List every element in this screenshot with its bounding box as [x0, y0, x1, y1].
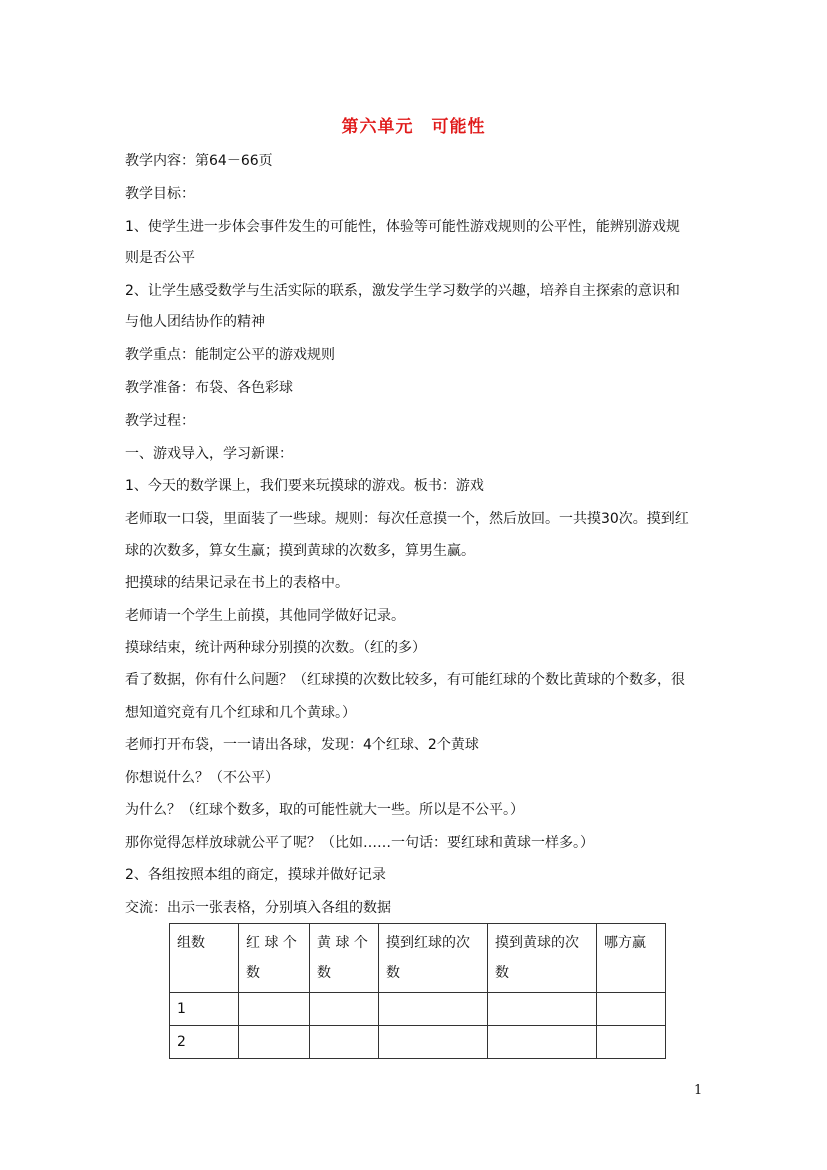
table-cell: 2: [170, 1026, 239, 1059]
table-cell: [597, 993, 666, 1026]
table-cell: [310, 1026, 379, 1059]
body-line: 老师打开布袋，一一请出各球，发现：4个红球、2个黄球: [125, 737, 479, 753]
body-line: 2、让学生感受数学与生活实际的联系，激发学生学习数学的兴趣，培养自主探索的意识和: [125, 283, 680, 299]
body-line: 老师取一口袋，里面装了一些球。规则：每次任意摸一个，然后放回。一共摸30次。摸到红: [125, 511, 689, 527]
document-title: 第六单元 可能性: [341, 117, 486, 137]
body-line: 想知道究竟有几个红球和几个黄球。）: [125, 705, 356, 721]
body-line: 看了数据，你有什么问题？（红球摸的次数比较多，有可能红球的个数比黄球的个数多，很: [125, 672, 685, 688]
table-header-cell: 黄 球 个 数: [310, 924, 379, 993]
body-line: 那你觉得怎样放球就公平了呢？（比如……一句话：要红球和黄球一样多。）: [125, 835, 594, 851]
body-line: 教学目标：: [125, 186, 195, 202]
body-line: 2、各组按照本组的商定，摸球并做好记录: [125, 867, 386, 883]
body-line: 则是否公平: [125, 250, 195, 266]
body-line: 教学过程：: [125, 413, 195, 429]
body-line: 老师请一个学生上前摸，其他同学做好记录。: [125, 608, 405, 624]
body-line: 为什么？（红球个数多，取的可能性就大一些。所以是不公平。）: [125, 802, 524, 818]
body-line: 球的次数多，算女生赢；摸到黄球的次数多，算男生赢。: [125, 543, 475, 559]
body-line: 教学内容：第64－66页: [125, 153, 273, 169]
table-cell: [239, 1026, 310, 1059]
group-results-table: [169, 923, 666, 1059]
body-line: 教学重点：能制定公平的游戏规则: [125, 347, 335, 363]
table-row: [170, 993, 666, 1026]
body-line: 一、游戏导入，学习新课：: [125, 446, 293, 462]
body-line: 把摸球的结果记录在书上的表格中。: [125, 575, 349, 591]
table-header-cell: 摸到黄球的次数: [488, 924, 597, 993]
table-cell: 1: [170, 993, 239, 1026]
table-cell: [239, 993, 310, 1026]
body-line: 交流：出示一张表格，分别填入各组的数据: [125, 900, 391, 916]
table-cell: [488, 993, 597, 1026]
table-cell: [597, 1026, 666, 1059]
table-header-row: [170, 924, 666, 993]
body-line: 与他人团结协作的精神: [125, 314, 265, 330]
table-header-cell: 哪方赢: [597, 924, 666, 993]
table-cell: [488, 1026, 597, 1059]
table-cell: [310, 993, 379, 1026]
table-header-cell: 红 球 个 数: [239, 924, 310, 993]
table-row: [170, 1026, 666, 1059]
body-line: 你想说什么？（不公平）: [125, 770, 279, 786]
body-line: 1、今天的数学课上，我们要来玩摸球的游戏。板书：游戏: [125, 478, 484, 494]
table-cell: [379, 1026, 488, 1059]
table-header-cell: 摸到红球的次数: [379, 924, 488, 993]
body-line: 教学准备：布袋、各色彩球: [125, 380, 293, 396]
body-line: 摸球结束，统计两种球分别摸的次数。（红的多）: [125, 640, 426, 656]
body-line: 1、使学生进一步体会事件发生的可能性，体验等可能性游戏规则的公平性，能辨别游戏规: [125, 219, 680, 235]
page-number: 1: [694, 1083, 703, 1098]
table-header-cell: 组数: [170, 924, 239, 993]
table-cell: [379, 993, 488, 1026]
